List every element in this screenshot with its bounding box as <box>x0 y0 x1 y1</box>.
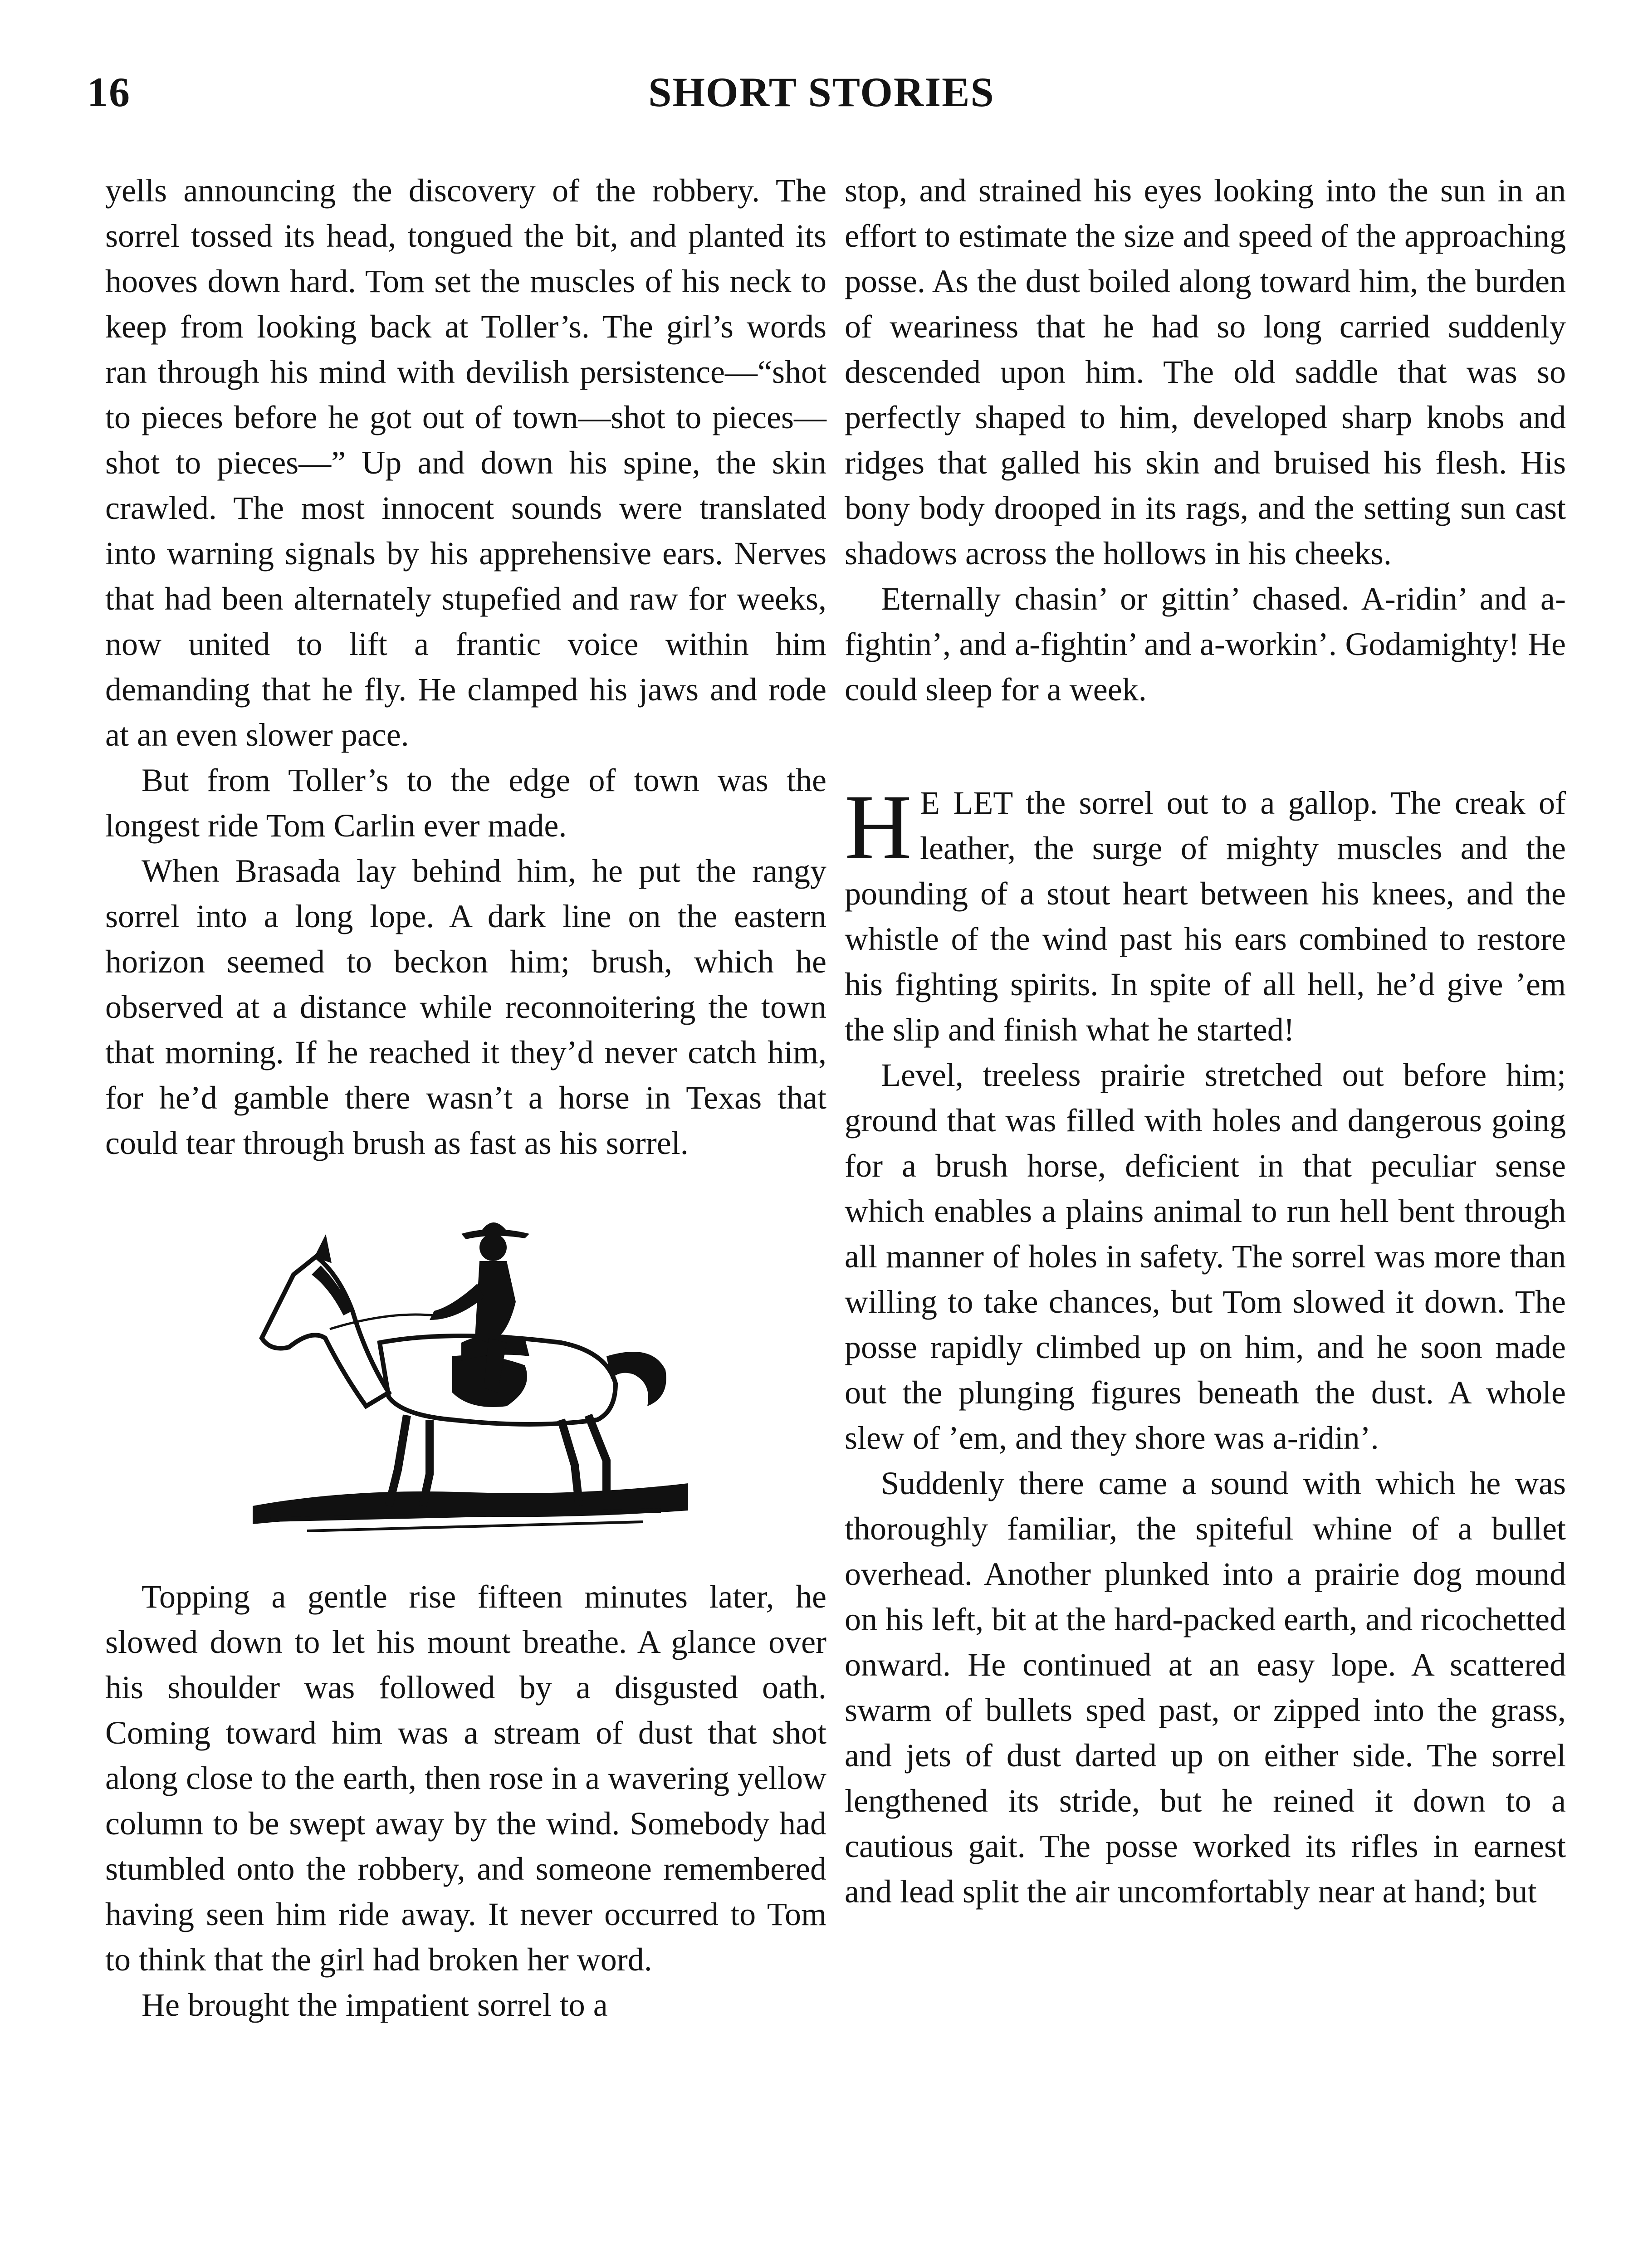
page-header <box>0 0 1643 150</box>
paragraph: Level, treeless prairie stretched out before him; ground that was filled with holes and dangerous going for a brush horse, deficient in that peculiar sense which enables a plains animal to run hell bent through all manner of holes in safety. The sorrel was more than willing to take chances, but Tom slowed it down. The posse rapidly climbed up on him, and he soon made out the plunging figures beneath the dust. A whole slew of ’em, and they shore was a-ridin’. <box>845 1057 1566 1456</box>
paragraph-text: E LET the sorrel out to a gallop. The creak of leather, the surge of mighty muscles and the pounding of a stout heart between his knees, and the whistle of the wind past his ears combined to restore his fighting spirits. In spite of all hell, he’d give ’em the slip and finish what he started! <box>845 785 1566 1048</box>
cowboy-on-horse-illustration <box>216 1193 715 1556</box>
section-opening-paragraph <box>845 776 1566 1052</box>
running-title: SHORT STORIES <box>648 69 995 115</box>
paragraph: But from Toller’s to the edge of town was the longest ride Tom Carlin ever made. <box>105 762 826 844</box>
paragraph: yells announcing the discovery of the robbery. The sorrel tossed its head, tongued the bit, and planted its hooves down hard. Tom set the muscles of his neck to keep from looking back at Toller’s. The girl’s words ran through his mind with devilish persistence—“shot to pieces before he got out of town—shot to pieces—shot to pieces—” Up and down his spine, the skin crawled. The most innocent sounds were translated into warning signals by his apprehensive ears. Nerves that had been alternately stupefied and raw for weeks, now united to lift a frantic voice within him demanding that he fly. He clamped his jaws and rode at an even slower pace. <box>105 172 826 753</box>
paragraph: When Brasada lay behind him, he put the rangy sorrel into a long lope. A dark line on the eastern horizon seemed to beckon him; brush, which he observed at a distance while reconnoitering the town that morning. If he reached it they’d never catch him, for he’d gamble there wasn’t a horse in Texas that could tear through brush as fast as his sorrel. <box>105 853 826 1161</box>
paragraph: He brought the impatient sorrel to a <box>142 1987 608 2023</box>
paragraph: Topping a gentle rise fifteen minutes later, he slowed down to let his mount breathe. A glance over his shoulder was followed by a disgusted oath. Coming toward him was a stream of dust that shot along close to the earth, then rose in a wavering yellow column to be swept away by the wind. Somebody had stumbled onto the robbery, and someone remembered having seen him ride away. It never occurred to Tom to think that the girl had broken her word. <box>105 1579 826 1978</box>
paragraph: Suddenly there came a sound with which he was thoroughly familiar, the spiteful whine of a bullet overhead. Another plunked into a prairie dog mound on his left, bit at the hard-packed earth, and ricochetted onward. He continued at an easy lope. A scattered swarm of bullets sped past, or zipped into the grass, and jets of dust darted up on either side. The sorrel lengthened its stride, but he reined it down to a cautious gait. The posse worked its rifles in earnest and lead split the air uncomfortably near at hand; but <box>845 1465 1566 1910</box>
paragraph: Eternally chasin’ or gittin’ chased. A-ridin’ and a-fightin’, and a-fightin’ and a-workin’. Godamighty! He could sleep for a week. <box>845 581 1566 708</box>
section-break <box>845 712 1566 780</box>
right-column <box>845 168 1566 1914</box>
left-column <box>105 168 826 2028</box>
drop-cap: H <box>845 776 912 879</box>
page-number: 16 <box>87 69 131 115</box>
paragraph: stop, and strained his eyes looking into the sun in an effort to estimate the size and speed of the approaching posse. As the dust boiled along toward him, the burden of weariness that he had so long carried suddenly descended upon him. The old saddle that was so perfectly shaped to him, developed sharp knobs and ridges that galled his skin and bruised his flesh. His bony body drooped in its rags, and the setting sun cast shadows across the hollows in his cheeks. <box>845 172 1566 572</box>
